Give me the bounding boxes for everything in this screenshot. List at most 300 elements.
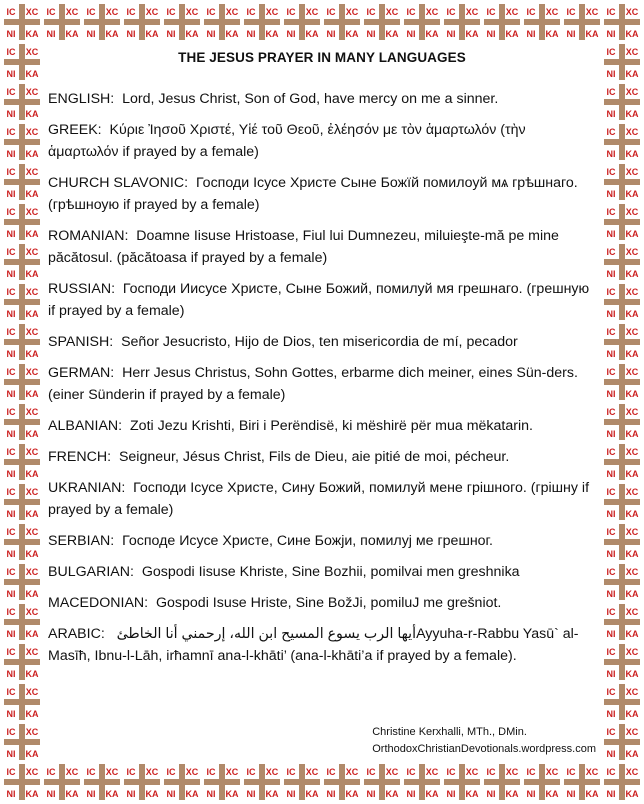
svg-text:IC: IC [446,767,456,777]
svg-text:NI: NI [6,669,16,679]
svg-text:IC: IC [6,447,16,457]
svg-text:XC: XC [105,767,119,777]
svg-text:IC: IC [6,327,16,337]
svg-text:IC: IC [46,7,56,17]
svg-text:IC: IC [606,247,616,257]
svg-text:XC: XC [25,87,39,97]
credit-author: Christine Kerxhalli, MTh., DMin. [372,726,527,738]
svg-text:IC: IC [606,447,616,457]
svg-text:NI: NI [6,309,16,319]
cross-tile-icon [204,764,240,800]
entry-item [48,591,596,614]
cross-tile-icon [604,484,640,520]
svg-text:KA: KA [25,469,39,479]
svg-text:XC: XC [505,7,519,17]
svg-text:KA: KA [305,789,319,799]
cross-tile-icon [484,764,520,800]
svg-text:KA: KA [625,749,639,759]
svg-text:XC: XC [25,7,39,17]
svg-text:IC: IC [6,727,16,737]
cross-tile-icon [524,4,560,40]
svg-text:IC: IC [286,767,296,777]
svg-text:XC: XC [625,527,639,537]
cross-tile-icon [204,4,240,40]
cross-tile-icon [444,4,480,40]
svg-text:IC: IC [6,287,16,297]
svg-text:NI: NI [6,269,16,279]
svg-text:NI: NI [566,29,576,39]
svg-text:XC: XC [505,767,519,777]
entry-item [48,330,596,353]
svg-text:KA: KA [25,669,39,679]
svg-text:KA: KA [625,229,639,239]
svg-text:IC: IC [606,287,616,297]
svg-text:NI: NI [606,749,616,759]
cross-tile-icon [164,4,200,40]
svg-text:XC: XC [25,727,39,737]
svg-text:IC: IC [326,7,336,17]
svg-text:XC: XC [25,407,39,417]
svg-text:XC: XC [425,767,439,777]
entry-language: ROMANIAN: [48,228,129,244]
svg-text:IC: IC [6,567,16,577]
svg-text:XC: XC [625,407,639,417]
cross-tile-icon [604,124,640,160]
svg-text:IC: IC [206,767,216,777]
svg-text:KA: KA [185,789,199,799]
svg-text:KA: KA [65,789,79,799]
cross-tile-icon [324,764,360,800]
entry-item [48,414,596,437]
svg-text:XC: XC [625,647,639,657]
cross-tile-icon [4,404,40,440]
cross-tile-icon [604,364,640,400]
credit-block [372,724,596,758]
svg-text:KA: KA [25,109,39,119]
cross-tile-icon [604,564,640,600]
svg-text:IC: IC [366,767,376,777]
svg-text:XC: XC [625,487,639,497]
entry-language: ENGLISH: [48,91,115,107]
svg-text:NI: NI [6,749,16,759]
svg-text:NI: NI [526,789,536,799]
svg-text:KA: KA [105,29,119,39]
svg-text:KA: KA [25,629,39,639]
prayer-document [48,44,596,762]
entry-text: Herr Jesus Christus, Sohn Gottes, erbarme dich meiner, eines Sün-ders. (einer Sünderin if prayed by a female) [48,365,578,403]
svg-text:XC: XC [185,7,199,17]
svg-text:NI: NI [166,29,176,39]
svg-text:IC: IC [406,767,416,777]
svg-text:NI: NI [326,789,336,799]
svg-text:XC: XC [625,447,639,457]
svg-text:KA: KA [65,29,79,39]
svg-text:XC: XC [625,47,639,57]
svg-text:IC: IC [606,727,616,737]
svg-text:NI: NI [6,189,16,199]
svg-text:IC: IC [6,527,16,537]
cross-tile-icon [604,764,640,800]
svg-text:IC: IC [6,47,16,57]
cross-tile-icon [244,764,280,800]
svg-text:IC: IC [6,407,16,417]
svg-text:NI: NI [606,589,616,599]
svg-text:XC: XC [625,287,639,297]
svg-text:KA: KA [145,29,159,39]
cross-tile-icon [604,204,640,240]
svg-text:KA: KA [25,149,39,159]
entry-language: ALBANIAN: [48,418,123,434]
svg-text:XC: XC [625,567,639,577]
svg-text:XC: XC [25,327,39,337]
svg-text:IC: IC [486,767,496,777]
svg-text:IC: IC [6,607,16,617]
svg-text:NI: NI [606,789,616,799]
svg-text:XC: XC [25,767,39,777]
svg-text:IC: IC [246,767,256,777]
svg-text:KA: KA [25,749,39,759]
svg-text:NI: NI [6,709,16,719]
svg-text:IC: IC [86,7,96,17]
svg-text:KA: KA [145,789,159,799]
svg-text:IC: IC [326,767,336,777]
entry-item [48,361,596,406]
svg-text:XC: XC [225,767,239,777]
svg-text:IC: IC [126,767,136,777]
cross-tile-icon [564,764,600,800]
svg-text:IC: IC [6,487,16,497]
svg-text:KA: KA [25,189,39,199]
svg-text:IC: IC [6,127,16,137]
svg-text:IC: IC [46,767,56,777]
svg-text:NI: NI [86,789,96,799]
svg-text:XC: XC [585,767,599,777]
cross-tile-icon [604,284,640,320]
svg-text:KA: KA [225,29,239,39]
svg-text:NI: NI [6,149,16,159]
svg-text:KA: KA [625,309,639,319]
cross-tile-icon [404,4,440,40]
entry-language: FRENCH: [48,449,112,465]
svg-text:XC: XC [25,207,39,217]
svg-text:NI: NI [606,389,616,399]
cross-tile-icon [604,324,640,360]
svg-text:XC: XC [625,327,639,337]
svg-text:XC: XC [585,7,599,17]
svg-text:XC: XC [65,7,79,17]
svg-text:KA: KA [25,29,39,39]
svg-text:KA: KA [545,29,559,39]
svg-text:XC: XC [145,767,159,777]
svg-text:NI: NI [286,29,296,39]
svg-text:KA: KA [625,269,639,279]
cross-tile-icon [604,244,640,280]
entry-language: ARABIC: [48,626,105,642]
svg-text:IC: IC [6,687,16,697]
svg-text:IC: IC [526,7,536,17]
svg-text:NI: NI [6,29,16,39]
svg-text:NI: NI [126,789,136,799]
entry-text: Señor Jesucristo, Hijo de Dios, ten misericordia de mí, pecador [121,334,518,350]
cross-tile-icon [604,44,640,80]
svg-text:XC: XC [545,7,559,17]
svg-text:IC: IC [206,7,216,17]
svg-text:NI: NI [6,69,16,79]
svg-text:NI: NI [6,349,16,359]
svg-text:KA: KA [25,589,39,599]
cross-tile-icon [124,4,160,40]
svg-text:KA: KA [625,429,639,439]
cross-tile-icon [4,44,40,80]
svg-text:NI: NI [406,29,416,39]
svg-text:KA: KA [25,309,39,319]
entry-item [48,560,596,583]
cross-tile-icon [4,764,40,800]
svg-text:KA: KA [625,189,639,199]
svg-text:NI: NI [366,789,376,799]
svg-text:IC: IC [366,7,376,17]
cross-tile-icon [444,764,480,800]
cross-tile-icon [604,684,640,720]
svg-text:NI: NI [166,789,176,799]
svg-text:IC: IC [566,7,576,17]
svg-text:XC: XC [145,7,159,17]
entry-item [48,529,596,552]
cross-tile-icon [604,724,640,760]
svg-text:KA: KA [505,789,519,799]
svg-text:NI: NI [446,29,456,39]
entry-language: UKRANIAN: [48,480,126,496]
svg-text:NI: NI [246,29,256,39]
svg-text:XC: XC [625,687,639,697]
svg-text:IC: IC [126,7,136,17]
svg-text:XC: XC [625,247,639,257]
svg-text:XC: XC [305,7,319,17]
svg-text:NI: NI [526,29,536,39]
svg-text:NI: NI [6,389,16,399]
cross-tile-icon [4,644,40,680]
svg-text:KA: KA [625,669,639,679]
svg-text:NI: NI [606,629,616,639]
entry-text: Господи Ісусе Христе Сыне Божїй помилоуй мѧ грѣшнаго. (грѣшноую if prayed by a female) [48,175,578,213]
entry-item [48,277,596,322]
cross-tile-icon [4,244,40,280]
entry-text: Господи Ісусе Христе, Сину Божий, помилуй мене грішного. (грішну if prayed by a female) [48,480,590,518]
svg-text:NI: NI [566,789,576,799]
svg-text:XC: XC [345,7,359,17]
svg-text:XC: XC [625,7,639,17]
svg-text:KA: KA [625,549,639,559]
svg-text:IC: IC [606,207,616,217]
credit-site: OrthodoxChristianDevotionals.wordpress.com [372,743,596,755]
svg-text:XC: XC [25,527,39,537]
svg-text:NI: NI [206,789,216,799]
svg-text:KA: KA [465,789,479,799]
svg-text:NI: NI [446,789,456,799]
svg-text:IC: IC [166,767,176,777]
entry-text: Zoti Jezu Krishti, Biri i Perëndisë, ki mëshirë për mua mëkatarin. [130,418,533,434]
svg-text:XC: XC [625,727,639,737]
svg-text:KA: KA [25,549,39,559]
svg-text:KA: KA [25,229,39,239]
svg-text:NI: NI [6,789,16,799]
svg-text:KA: KA [25,269,39,279]
svg-text:NI: NI [326,29,336,39]
arabic-script-text: أيها الرب يسوع المسيح ابن الله، إرحمني أنا الخاطئ [116,626,417,642]
entry-text: Doamne Iisuse Hristoase, Fiul lui Dumnezeu, miluieşte-mă pe mine păcătosul. (păcătoasa if prayed by a female) [48,228,559,266]
svg-text:KA: KA [625,789,639,799]
svg-text:XC: XC [385,767,399,777]
svg-text:IC: IC [606,527,616,537]
svg-text:NI: NI [606,309,616,319]
cross-tile-icon [564,4,600,40]
entry-language: GERMAN: [48,365,115,381]
svg-text:IC: IC [606,487,616,497]
svg-text:XC: XC [625,367,639,377]
svg-text:KA: KA [25,69,39,79]
svg-text:KA: KA [625,29,639,39]
svg-text:KA: KA [425,789,439,799]
cross-tile-icon [284,4,320,40]
svg-text:NI: NI [6,109,16,119]
svg-text:XC: XC [465,767,479,777]
entry-language: BULGARIAN: [48,564,134,580]
svg-text:XC: XC [25,367,39,377]
svg-text:NI: NI [606,189,616,199]
svg-text:NI: NI [366,29,376,39]
svg-text:NI: NI [6,549,16,559]
svg-text:NI: NI [606,669,616,679]
cross-tile-icon [4,604,40,640]
svg-text:IC: IC [606,647,616,657]
svg-text:KA: KA [625,69,639,79]
svg-text:KA: KA [625,509,639,519]
cross-tile-icon [604,524,640,560]
svg-text:XC: XC [105,7,119,17]
svg-text:NI: NI [606,469,616,479]
svg-text:XC: XC [25,607,39,617]
cross-tile-icon [604,644,640,680]
svg-text:KA: KA [625,149,639,159]
svg-text:KA: KA [305,29,319,39]
cross-tile-icon [484,4,520,40]
svg-text:IC: IC [6,647,16,657]
svg-text:IC: IC [246,7,256,17]
svg-text:NI: NI [86,29,96,39]
svg-text:IC: IC [606,127,616,137]
svg-text:NI: NI [606,549,616,559]
svg-text:XC: XC [625,167,639,177]
svg-text:KA: KA [545,789,559,799]
cross-tile-icon [604,4,640,40]
entry-item [48,224,596,269]
cross-tile-icon [4,444,40,480]
svg-text:XC: XC [625,87,639,97]
svg-text:KA: KA [585,789,599,799]
svg-text:KA: KA [625,709,639,719]
svg-text:KA: KA [585,29,599,39]
svg-text:XC: XC [545,767,559,777]
cross-tile-icon [604,444,640,480]
svg-text:NI: NI [486,789,496,799]
svg-text:KA: KA [625,349,639,359]
svg-text:KA: KA [185,29,199,39]
svg-text:XC: XC [25,567,39,577]
svg-text:KA: KA [505,29,519,39]
svg-text:XC: XC [305,767,319,777]
cross-tile-icon [44,4,80,40]
cross-tile-icon [604,404,640,440]
svg-text:IC: IC [606,87,616,97]
page-title: THE JESUS PRAYER IN MANY LANGUAGES [178,50,466,65]
svg-text:IC: IC [606,767,616,777]
svg-text:IC: IC [606,47,616,57]
entry-item [48,118,596,163]
svg-text:IC: IC [566,767,576,777]
svg-text:XC: XC [25,447,39,457]
svg-text:KA: KA [425,29,439,39]
svg-text:IC: IC [86,767,96,777]
svg-text:NI: NI [606,149,616,159]
svg-text:IC: IC [6,207,16,217]
svg-text:XC: XC [25,487,39,497]
svg-text:KA: KA [385,29,399,39]
svg-text:XC: XC [25,287,39,297]
svg-text:NI: NI [606,269,616,279]
svg-text:NI: NI [606,709,616,719]
svg-text:KA: KA [25,789,39,799]
svg-text:KA: KA [625,629,639,639]
svg-text:IC: IC [446,7,456,17]
svg-text:NI: NI [6,429,16,439]
svg-text:IC: IC [406,7,416,17]
svg-text:NI: NI [406,789,416,799]
svg-text:NI: NI [6,589,16,599]
svg-text:IC: IC [606,407,616,417]
svg-text:KA: KA [625,389,639,399]
entry-item [48,87,596,110]
svg-text:XC: XC [345,767,359,777]
cross-tile-icon [604,84,640,120]
cross-tile-icon [364,764,400,800]
svg-text:XC: XC [265,767,279,777]
svg-text:XC: XC [625,767,639,777]
cross-tile-icon [604,164,640,200]
cross-tile-icon [244,4,280,40]
svg-text:XC: XC [625,127,639,137]
svg-text:IC: IC [606,687,616,697]
svg-text:IC: IC [606,567,616,577]
svg-text:KA: KA [625,469,639,479]
svg-text:KA: KA [345,789,359,799]
svg-text:IC: IC [6,767,16,777]
cross-tile-icon [4,724,40,760]
svg-text:KA: KA [25,429,39,439]
svg-text:XC: XC [25,167,39,177]
svg-text:KA: KA [625,109,639,119]
svg-text:NI: NI [606,69,616,79]
cross-tile-icon [324,4,360,40]
cross-tile-icon [4,324,40,360]
svg-text:XC: XC [25,127,39,137]
entry-item [48,445,596,468]
entry-text: Господи Иисусе Христе, Сыне Божий, помилуй мя грешнаго. (грешную if prayed by a female) [48,281,590,319]
svg-text:XC: XC [225,7,239,17]
svg-text:IC: IC [486,7,496,17]
svg-text:NI: NI [606,509,616,519]
svg-text:KA: KA [625,589,639,599]
cross-tile-icon [4,684,40,720]
